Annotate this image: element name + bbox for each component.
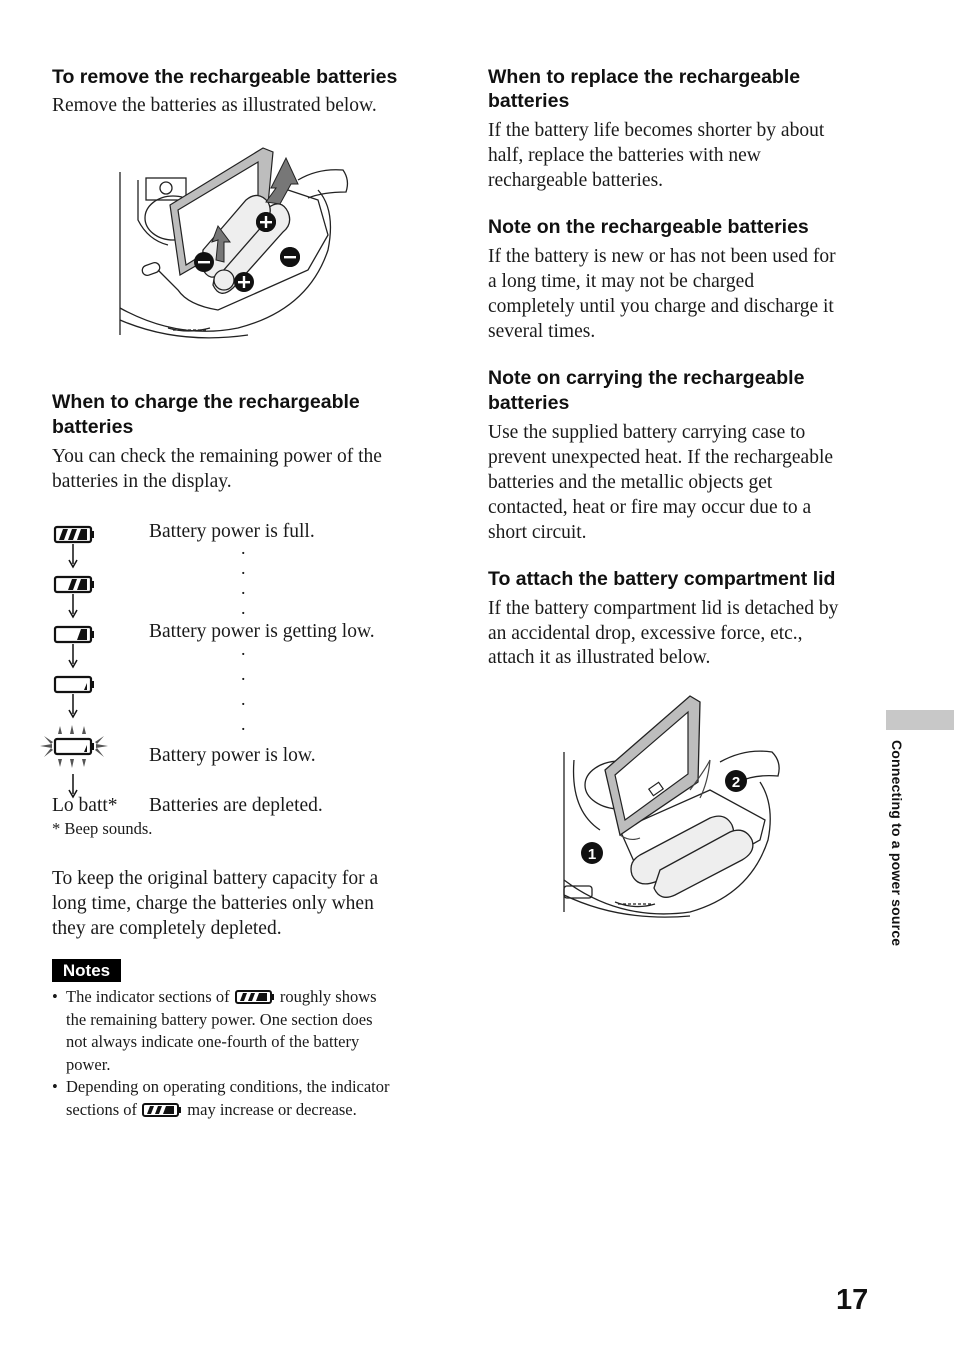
keep-text-line2: long time, charge the batteries only when (52, 893, 374, 914)
notes-badge: Notes (52, 959, 121, 982)
side-tab (886, 710, 954, 730)
note-item-1 (52, 986, 432, 1076)
carry-text-line1: Use the supplied battery carrying case to (488, 422, 806, 443)
keep-text-line1: To keep the original battery capacity for a (52, 868, 379, 889)
battery-flashing-icon (40, 725, 108, 768)
carry-text-line5: short circuit. (488, 522, 587, 543)
attach-text-line2: an accidental drop, excessive force, etc., (488, 623, 803, 644)
attach-text-line3: attach it as illustrated below. (488, 647, 711, 668)
charge-heading-line1: When to charge the rechargeable (52, 391, 360, 413)
note2-text-b: sections of (66, 1099, 138, 1119)
note1-text-a: The indicator sections of (66, 987, 230, 1006)
level-getting-low-label: Battery power is getting low. (149, 621, 375, 642)
note1-line3: not always indicate one-fourth of the battery (66, 1032, 360, 1051)
note2-text-a: Depending on operating conditions, the indicator (66, 1077, 390, 1096)
keep-text-line3: they are completely depleted. (52, 918, 282, 939)
note1-text-b: roughly shows (279, 987, 377, 1006)
battery-two-sections-icon (55, 577, 94, 592)
replace-text-line2: half, replace the batteries with new (488, 145, 761, 166)
replace-text-line1: If the battery life becomes shorter by about (488, 120, 825, 141)
depleted-label: Batteries are depleted. (149, 795, 323, 816)
dot-4: . (241, 598, 246, 618)
attach-text-line1: If the battery compartment lid is detached by (488, 598, 839, 619)
step-1-label: 1 (587, 846, 597, 863)
dot-7: . (241, 689, 246, 709)
battery-full-icon (234, 989, 276, 1005)
arrow-down-icon-2 (69, 594, 77, 617)
charge-text-line2: batteries in the display. (52, 471, 232, 492)
note-rechargeable-line2: a long time, it may not be charged (488, 271, 755, 292)
battery-one-section-icon (55, 627, 94, 642)
replace-text-line3: rechargeable batteries. (488, 170, 664, 191)
arrow-down-icon-4 (69, 694, 77, 717)
dot-5: . (241, 639, 246, 659)
battery-indicator-sequence (38, 518, 118, 803)
note-rechargeable-heading: Note on the rechargeable batteries (488, 216, 809, 238)
carry-text-line3: batteries and the metallic objects get (488, 472, 773, 493)
remove-batteries-illustration (118, 140, 358, 345)
dot-3: . (241, 578, 246, 598)
replace-heading-line2: batteries (488, 90, 570, 112)
attach-lid-illustration (560, 690, 785, 922)
battery-full-icon (55, 527, 94, 542)
arrow-down-icon-1 (69, 544, 77, 567)
footnote: * Beep sounds. (52, 819, 153, 838)
charge-text-line1: You can check the remaining power of the (52, 446, 382, 467)
note-rechargeable-line3: completely until you charge and discharge it (488, 296, 834, 317)
attach-heading: To attach the battery compartment lid (488, 568, 836, 590)
note-item-2 (52, 1076, 432, 1121)
note1-line2: the remaining battery power. One section does (66, 1009, 373, 1029)
note1-line4: power. (66, 1054, 111, 1074)
side-section-label (885, 740, 909, 980)
battery-full-icon (141, 1102, 183, 1118)
step-2-label: 2 (731, 774, 741, 791)
replace-heading-line1: When to replace the rechargeable (488, 66, 801, 88)
note2-text-c: may increase or decrease. (187, 1099, 357, 1119)
dot-8: . (241, 714, 246, 734)
remove-text: Remove the batteries as illustrated below. (52, 95, 377, 116)
dot-2: . (241, 558, 246, 578)
side-section-text: Connecting to a power source (889, 740, 905, 947)
note-rechargeable-line4: several times. (488, 321, 596, 342)
carry-heading-line1: Note on carrying the rechargeable (488, 367, 805, 389)
level-low-label: Battery power is low. (149, 745, 316, 766)
dot-1: . (241, 538, 246, 558)
dot-6: . (241, 664, 246, 684)
battery-empty-icon (55, 677, 94, 692)
charge-heading-line2: batteries (52, 416, 134, 438)
carry-text-line2: prevent unexpected heat. If the rechargeable (488, 447, 834, 468)
lo-batt-label: Lo batt* (52, 795, 118, 816)
bullet: • (52, 1077, 58, 1096)
note-rechargeable-line1: If the battery is new or has not been used for (488, 246, 836, 267)
remove-heading: To remove the rechargeable batteries (52, 66, 398, 88)
bullet: • (52, 987, 58, 1006)
level-full-label: Battery power is full. (149, 521, 315, 542)
page-number: 17 (836, 1284, 869, 1316)
carry-text-line4: contacted, heat or fire may occur due to a (488, 497, 812, 518)
carry-heading-line2: batteries (488, 392, 570, 414)
arrow-down-icon-3 (69, 644, 77, 667)
